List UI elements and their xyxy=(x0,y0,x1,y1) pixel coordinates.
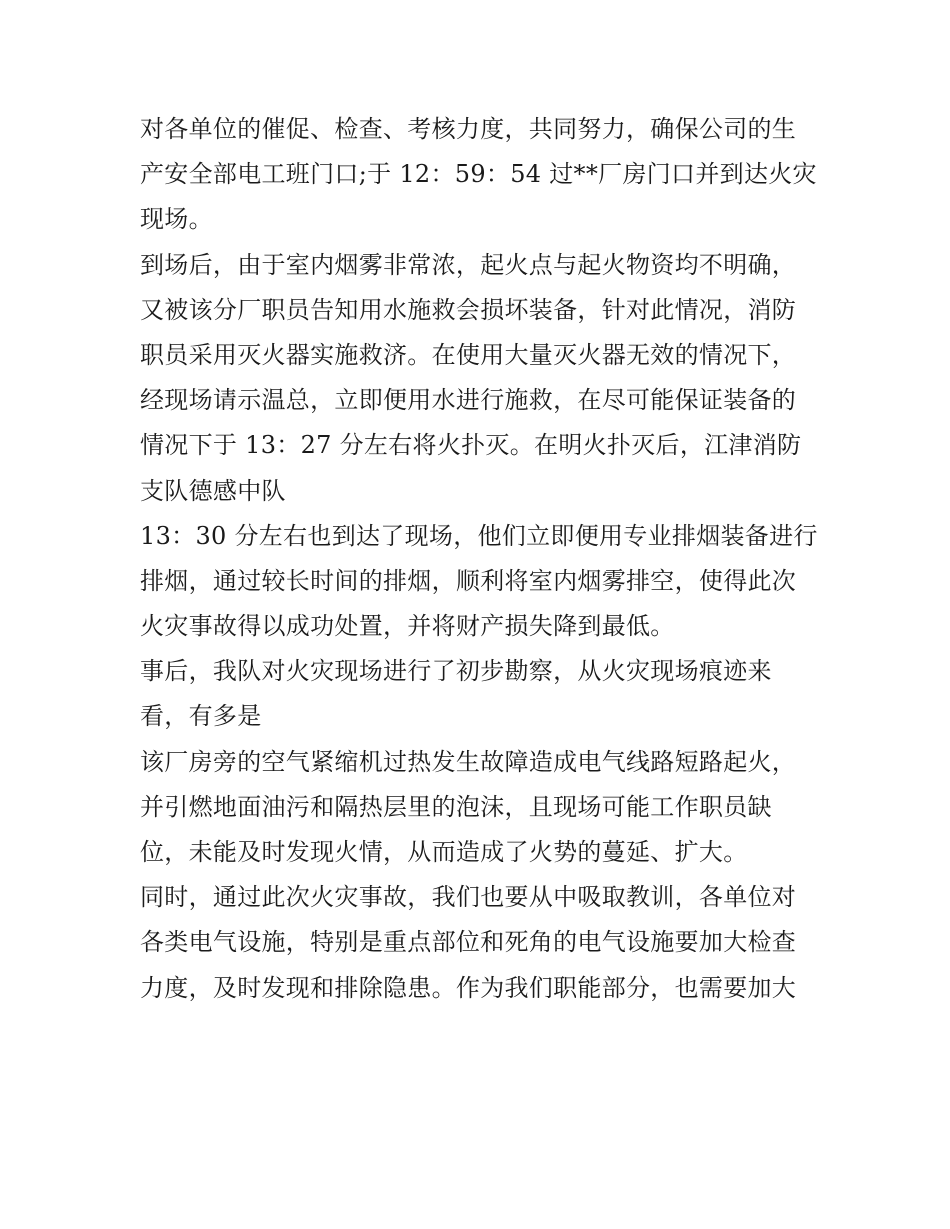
text-line: 又被该分厂职员告知用水施救会损坏装备，针对此情况，消防 xyxy=(140,295,797,324)
document-body xyxy=(140,107,820,1011)
text-line: 事后，我队对火灾现场进行了初步勘察，从火灾现场痕迹来 xyxy=(140,657,772,686)
text-line: 对各单位的催促、检查、考核力度，共同努力，确保公司的生 xyxy=(140,115,797,143)
text-line: 力度，及时发现和排除隐患。作为我们职能部分，也需要加大 xyxy=(140,973,797,1002)
text-line: 同时，通过此次火灾事故，我们也要从中吸取教训，各单位对 xyxy=(140,883,797,912)
text-line: 经现场请示温总，立即便用水进行施救，在尽可能保证装备的 xyxy=(140,386,797,415)
text-line: 13：30 分左右也到达了现场，他们立即便用专业排烟装备进行 xyxy=(140,521,818,550)
text-line: 现场。 xyxy=(140,205,213,234)
text-line: 各类电气设施，特别是重点部位和死角的电气设施要加大检查 xyxy=(140,928,797,957)
text-line: 位，未能及时发现火情，从而造成了火势的蔓延、扩大。 xyxy=(140,838,748,866)
text-line: 火灾事故得以成功处置，并将财产损失降到最低。 xyxy=(140,612,675,641)
text-line: 排烟，通过较长时间的排烟，顺利将室内烟雾排空，使得此次 xyxy=(140,566,797,595)
text-line: 并引燃地面油污和隔热层里的泡沫，且现场可能工作职员缺 xyxy=(140,792,772,821)
text-line: 该厂房旁的空气紧缩机过热发生故障造成电气线路短路起火， xyxy=(140,747,797,776)
text-line: 看，有多是 xyxy=(140,702,262,731)
text-line: 产安全部电工班门口;于 12：59：54 过**厂房门口并到达火灾 xyxy=(140,160,817,189)
text-line: 到场后，由于室内烟雾非常浓，起火点与起火物资均不明确， xyxy=(140,250,797,279)
text-line: 支队德感中队 xyxy=(140,476,286,505)
text-line: 情况下于 13：27 分左右将火扑灭。在明火扑灭后，江津消防 xyxy=(140,431,802,460)
text-line: 职员采用灭火器实施救济。在使用大量灭火器无效的情况下， xyxy=(140,340,797,369)
